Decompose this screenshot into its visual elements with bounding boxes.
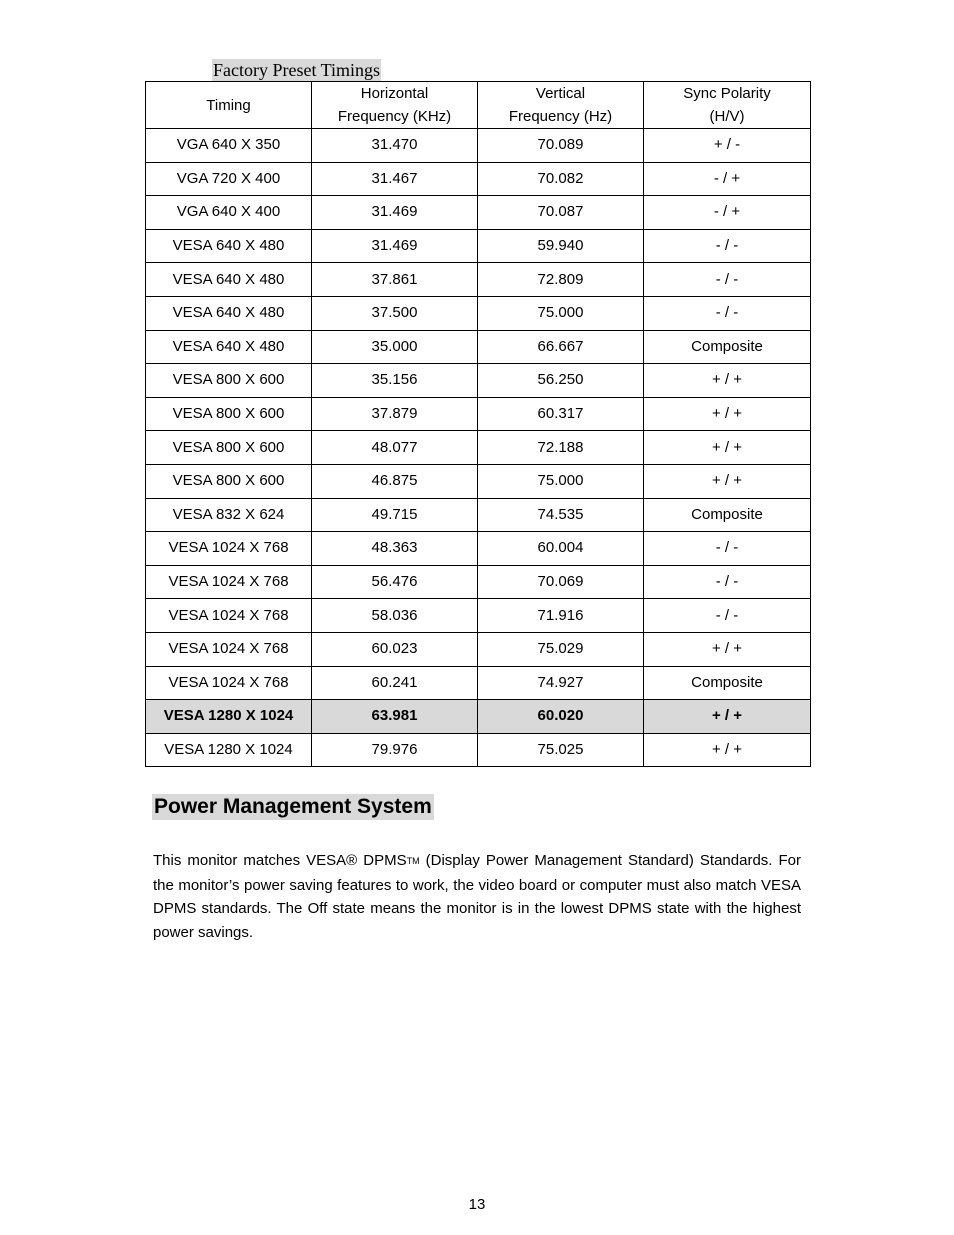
cell-timing: VESA 640 X 480 [146,229,312,263]
table-row [146,397,811,431]
header-vertical-frequency: Vertical Frequency (Hz) [478,82,644,129]
cell-vertical-frequency: 56.250 [478,364,644,398]
cell-horizontal-frequency: 46.875 [312,464,478,498]
cell-timing: VESA 640 X 480 [146,296,312,330]
cell-horizontal-frequency: 58.036 [312,599,478,633]
cell-sync-polarity: - / - [644,296,811,330]
cell-timing: VESA 1024 X 768 [146,532,312,566]
page-number: 13 [468,1196,486,1213]
cell-sync-polarity: - / + [644,196,811,230]
cell-horizontal-frequency: 60.023 [312,632,478,666]
cell-horizontal-frequency: 49.715 [312,498,478,532]
body-paragraph: This monitor matches VESA® DPMSTM (Display Power Management Standard) Standards. For the monitor’s power saving features to work, the video board or computer must also match VESA DPMS standards. The Off state means the monitor is in the lowest DPMS state with the highest power savings. [153,852,801,941]
table-row [146,464,811,498]
cell-sync-polarity: - / - [644,565,811,599]
cell-vertical-frequency: 75.025 [478,733,644,767]
cell-timing: VESA 1280 X 1024 [146,700,312,734]
cell-vertical-frequency: 59.940 [478,229,644,263]
cell-timing: VESA 1024 X 768 [146,666,312,700]
cell-horizontal-frequency: 31.469 [312,229,478,263]
cell-timing: VESA 1024 X 768 [146,632,312,666]
cell-timing: VESA 800 X 600 [146,364,312,398]
cell-timing: VESA 800 X 600 [146,397,312,431]
cell-vertical-frequency: 72.188 [478,431,644,465]
section-title: Power Management System [154,795,432,818]
cell-sync-polarity: Composite [644,498,811,532]
table-caption: Factory Preset Timings [213,60,381,80]
table-row [146,599,811,633]
table-row [146,364,811,398]
cell-sync-polarity: - / - [644,532,811,566]
table-row [146,296,811,330]
cell-timing: VESA 1024 X 768 [146,599,312,633]
cell-horizontal-frequency: 63.981 [312,700,478,734]
cell-timing: VESA 800 X 600 [146,464,312,498]
cell-sync-polarity: + / + [644,632,811,666]
table-row [146,162,811,196]
cell-sync-polarity: - / - [644,599,811,633]
cell-timing: VESA 800 X 600 [146,431,312,465]
cell-horizontal-frequency: 79.976 [312,733,478,767]
cell-vertical-frequency: 70.087 [478,196,644,230]
cell-timing: VESA 640 X 480 [146,263,312,297]
header-sync-polarity: Sync Polarity (H/V) [644,82,811,129]
table-row [146,498,811,532]
cell-vertical-frequency: 66.667 [478,330,644,364]
cell-sync-polarity: + / + [644,733,811,767]
cell-vertical-frequency: 70.082 [478,162,644,196]
cell-sync-polarity: + / + [644,364,811,398]
table-header-row [146,82,811,129]
cell-vertical-frequency: 72.809 [478,263,644,297]
table-row [146,666,811,700]
cell-vertical-frequency: 75.029 [478,632,644,666]
cell-sync-polarity: - / - [644,263,811,297]
cell-sync-polarity: + / + [644,464,811,498]
table-row [146,632,811,666]
cell-horizontal-frequency: 31.470 [312,129,478,163]
cell-sync-polarity: + / + [644,397,811,431]
cell-timing: VGA 640 X 350 [146,129,312,163]
cell-timing: VESA 832 X 624 [146,498,312,532]
cell-vertical-frequency: 60.020 [478,700,644,734]
cell-horizontal-frequency: 31.469 [312,196,478,230]
cell-timing: VGA 720 X 400 [146,162,312,196]
table-row [146,565,811,599]
cell-sync-polarity: + / + [644,700,811,734]
cell-horizontal-frequency: 60.241 [312,666,478,700]
table-row [146,733,811,767]
cell-vertical-frequency: 75.000 [478,296,644,330]
cell-sync-polarity: Composite [644,330,811,364]
table-row [146,330,811,364]
cell-horizontal-frequency: 37.879 [312,397,478,431]
table-row [146,431,811,465]
header-horizontal-frequency: Horizontal Frequency (KHz) [312,82,478,129]
cell-vertical-frequency: 60.004 [478,532,644,566]
cell-vertical-frequency: 60.317 [478,397,644,431]
cell-timing: VESA 640 X 480 [146,330,312,364]
cell-sync-polarity: Composite [644,666,811,700]
table-body [146,129,811,767]
cell-horizontal-frequency: 56.476 [312,565,478,599]
cell-vertical-frequency: 74.927 [478,666,644,700]
cell-horizontal-frequency: 48.077 [312,431,478,465]
cell-timing: VESA 1024 X 768 [146,565,312,599]
cell-horizontal-frequency: 35.000 [312,330,478,364]
cell-vertical-frequency: 70.089 [478,129,644,163]
cell-sync-polarity: - / + [644,162,811,196]
table-row [146,229,811,263]
cell-sync-polarity: + / - [644,129,811,163]
table-row [146,263,811,297]
cell-timing: VGA 640 X 400 [146,196,312,230]
table-row [146,532,811,566]
cell-sync-polarity: + / + [644,431,811,465]
cell-timing: VESA 1280 X 1024 [146,733,312,767]
cell-horizontal-frequency: 31.467 [312,162,478,196]
cell-horizontal-frequency: 37.500 [312,296,478,330]
cell-sync-polarity: - / - [644,229,811,263]
cell-vertical-frequency: 74.535 [478,498,644,532]
trademark-mark: TM [406,856,420,866]
cell-horizontal-frequency: 35.156 [312,364,478,398]
table-row [146,196,811,230]
cell-vertical-frequency: 70.069 [478,565,644,599]
cell-vertical-frequency: 75.000 [478,464,644,498]
factory-preset-timings-table [145,81,811,767]
cell-vertical-frequency: 71.916 [478,599,644,633]
cell-horizontal-frequency: 48.363 [312,532,478,566]
cell-horizontal-frequency: 37.861 [312,263,478,297]
table-row [146,700,811,734]
header-timing: Timing [146,82,312,129]
table-row [146,129,811,163]
